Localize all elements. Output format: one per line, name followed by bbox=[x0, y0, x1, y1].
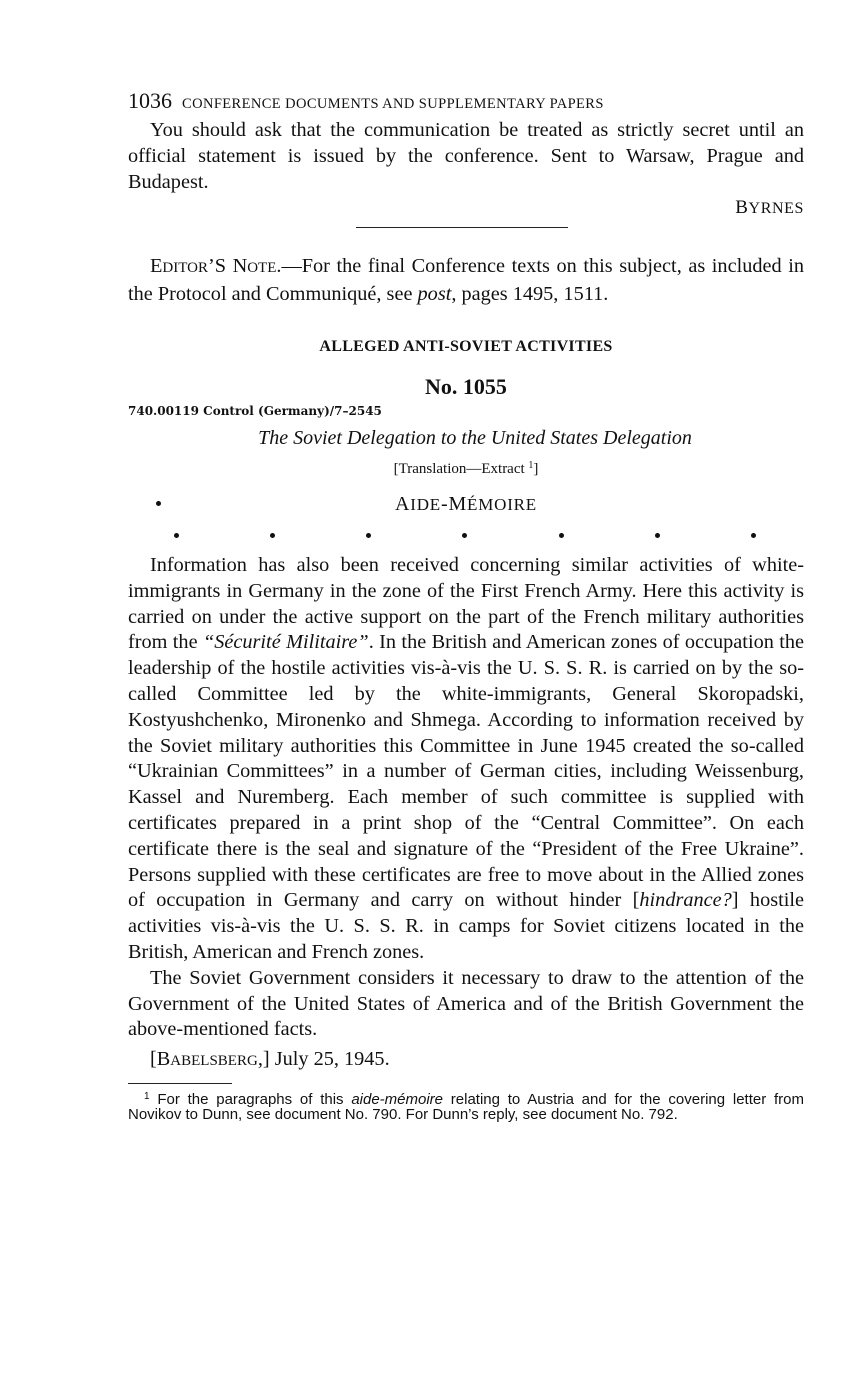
date-line bbox=[128, 1047, 804, 1075]
stray-dot-mark bbox=[156, 501, 161, 506]
editor-note-pages: , pages 1495, 1511. bbox=[451, 283, 609, 306]
document-number: No. 1055 bbox=[425, 373, 507, 399]
ellipsis-dot bbox=[462, 533, 467, 538]
editor-note-label-ote: OTE bbox=[247, 260, 277, 277]
editor-note-label-n: N bbox=[232, 255, 248, 278]
file-reference: 740.00119 Control (Germany)/7–2545 bbox=[128, 403, 382, 418]
body-p1-part1: Information has also been received concerning similar activities of white-immigrants in Germany in the zone of the First French Army. Here this activity is carried on under the active support on the part of the French military authorities from the bbox=[128, 553, 804, 654]
footnote-marker: 1 bbox=[528, 459, 534, 471]
footnote-part1: For the paragraphs of this bbox=[149, 1090, 352, 1108]
body-p1-part3: ] hostile activities vis-à-vis the U. S. S. R. in camps for Soviet citizens located in the British, American and French zones. bbox=[128, 889, 805, 963]
aide-memoire-heading bbox=[128, 493, 804, 517]
body-p1-hindrance: hindrance? bbox=[639, 889, 732, 912]
running-head bbox=[128, 88, 804, 118]
footnote-rule bbox=[128, 1083, 232, 1084]
document-page bbox=[128, 88, 804, 1122]
ellipsis-dot bbox=[270, 533, 275, 538]
aide-initial-a: A bbox=[395, 492, 411, 515]
ellipsis-dot bbox=[655, 533, 660, 538]
editor-note-post: post bbox=[417, 283, 452, 306]
date-rest: ,] July 25, 1945. bbox=[257, 1048, 390, 1071]
document-title: The Soviet Delegation to the United States Delegation bbox=[258, 426, 692, 449]
translation-note-text: [Translation—Extract bbox=[393, 460, 529, 477]
running-title: CONFERENCE DOCUMENTS AND SUPPLEMENTARY PAPERS bbox=[182, 96, 604, 112]
translation-note bbox=[128, 461, 804, 483]
footnote bbox=[128, 1092, 804, 1122]
footnote-number: 1 bbox=[144, 1090, 150, 1102]
date-place-initial: B bbox=[156, 1048, 171, 1071]
footnote-italic: aide-mémoire bbox=[351, 1090, 444, 1108]
editor-note bbox=[128, 254, 804, 308]
footnote-part2: relating to Austria and for the covering letter from Novikov to Dunn, see document No. 790. For Dunn’s reply, see document No. 792. bbox=[128, 1090, 804, 1123]
body-p1-securite: “Sécurité Militaire” bbox=[202, 631, 369, 654]
body-paragraph-2: The Soviet Government considers it necessary to draw to the attention of the Government of the United States of America and of the British Government the above-mentioned facts. bbox=[128, 966, 804, 1041]
editor-note-text: —For the final Conference texts on this subject, as included in the Protocol and Communiqué, see bbox=[128, 255, 804, 306]
editor-note-label-ditor: DITOR bbox=[162, 260, 208, 277]
opening-paragraph: You should ask that the communication be treated as strictly secret until an official statement is issued by the conference. Sent to Warsaw, Prague and Budapest. bbox=[128, 119, 804, 193]
signature-byrnes bbox=[128, 197, 804, 221]
ellipsis-dot bbox=[751, 533, 756, 538]
separator-rule bbox=[356, 227, 568, 228]
ellipsis-dot bbox=[174, 533, 179, 538]
translation-note-close: ] bbox=[533, 460, 539, 477]
editor-note-label-e: E bbox=[150, 255, 163, 278]
date-open: [ bbox=[150, 1048, 157, 1071]
aide-emoire: ÉMOIRE bbox=[467, 494, 537, 514]
aide-ide: IDE bbox=[410, 494, 441, 514]
body-p1-part2: . In the British and American zones of occupation the leadership of the hostile activities vis-à-vis the U. S. S. R. is carried on by the so-called Committee led by the white-immigrants, General Skoropadski, Kostyushchenko, Mironenko and Shmega. According to information received by the Soviet military authorities this Committee in June 1945 created the so-called “Ukrainian Committees” in a number of German cities, including Weissenburg, Kassel and Nuremberg. Each member of such committee is supplied with certificates prepared in a print shop of the “Central Committee”. On each certificate there is the seal and signature of the “President of the Free Ukraine”. Persons supplied with these certificates are free to move about in the Allied zones of occupation in Germany and carry on without hinder [ bbox=[128, 631, 805, 912]
omission-ellipsis bbox=[128, 525, 804, 547]
page-number: 1036 bbox=[128, 88, 172, 113]
aide-hyphen-m: -M bbox=[440, 492, 468, 515]
ellipsis-dot bbox=[366, 533, 371, 538]
date-place-rest: ABELSBERG bbox=[170, 1053, 258, 1070]
editor-note-label bbox=[150, 255, 281, 277]
body-paragraph-1 bbox=[128, 553, 804, 966]
editor-note-label-period: . bbox=[276, 255, 282, 278]
ellipsis-dot bbox=[559, 533, 564, 538]
signature-initial: B bbox=[735, 197, 749, 219]
editor-note-label-apos: ’S bbox=[207, 255, 233, 278]
section-heading: ALLEGED ANTI-SOVIET ACTIVITIES bbox=[319, 337, 613, 355]
signature-rest: YRNES bbox=[748, 200, 804, 218]
